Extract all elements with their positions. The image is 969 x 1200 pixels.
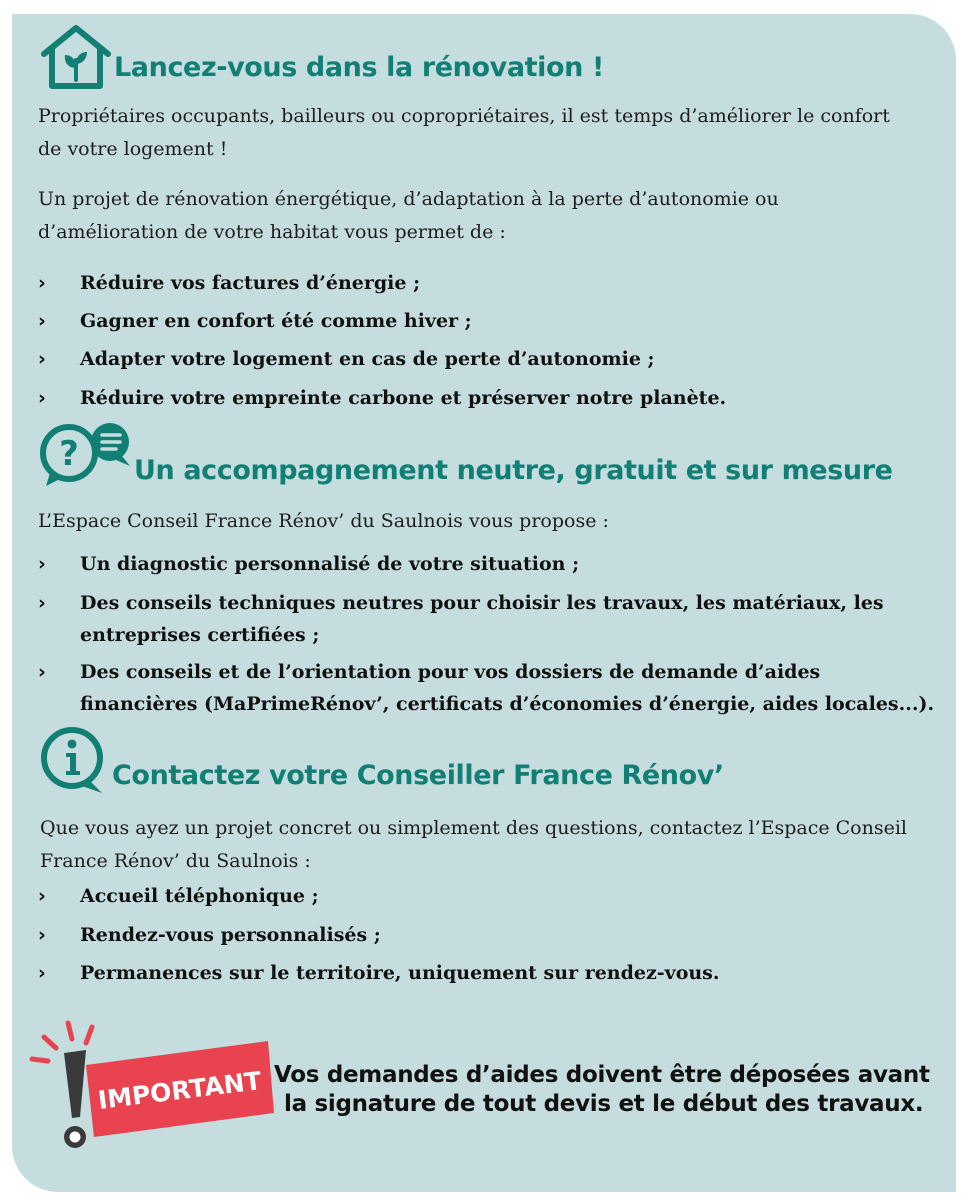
house-plant-icon — [38, 24, 116, 92]
svg-text:IMPORTANT: IMPORTANT — [96, 1066, 264, 1115]
chevron-right-icon: › — [38, 592, 46, 614]
list-item: › Permanences sur le territoire, uniquement sur rendez-vous. — [38, 957, 938, 989]
chevron-right-icon: › — [38, 924, 46, 946]
chevron-right-icon: › — [38, 962, 46, 984]
chevron-right-icon: › — [38, 348, 46, 370]
list-item: › Des conseils techniques neutres pour choisir les travaux, les matériaux, les entreprises certifiées ; — [38, 587, 938, 651]
section-title-contact: Contactez votre Conseiller France Rénov’ — [112, 760, 724, 791]
chevron-right-icon: › — [38, 885, 46, 907]
list-item: › Réduire vos factures d’énergie ; — [38, 267, 938, 299]
info-chat-icon — [38, 725, 108, 797]
list-item: › Rendez-vous personnalisés ; — [38, 919, 938, 951]
list-item: › Des conseils et de l’orientation pour vos dossiers de demande d’aides financières (MaPrimeRénov’, certificats d’économies d’énergie, aides locales...). — [38, 656, 938, 720]
question-chat-icon — [38, 418, 133, 490]
benefits-paragraph: Un projet de rénovation énergétique, d’adaptation à la perte d’autonomie ou d’amélioration de votre habitat vous permet de : — [38, 188, 779, 243]
section-title-renovation: Lancez-vous dans la rénovation ! — [114, 52, 604, 83]
chevron-right-icon: › — [38, 661, 46, 683]
list-item: › Accueil téléphonique ; — [38, 880, 938, 912]
services-intro: L’Espace Conseil France Rénov’ du Saulnois vous propose : — [38, 510, 609, 532]
list-item: › Réduire votre empreinte carbone et préserver notre planète. — [38, 382, 938, 414]
chevron-right-icon: › — [38, 310, 46, 332]
important-message: Vos demandes d’aides doivent être déposées avant la signature de tout devis et le début des travaux. — [274, 1062, 930, 1117]
contact-paragraph: Que vous ayez un projet concret ou simplement des questions, contactez l’Espace Conseil France Rénov’ du Saulnois : — [40, 817, 908, 872]
important-badge — [28, 1015, 278, 1160]
intro-paragraph: Propriétaires occupants, bailleurs ou copropriétaires, il est temps d’améliorer le confort de votre logement ! — [38, 105, 890, 160]
svg-text:?: ? — [59, 434, 79, 474]
section-title-accompagnement: Un accompagnement neutre, gratuit et sur mesure — [134, 455, 893, 486]
chevron-right-icon: › — [38, 553, 46, 575]
chevron-right-icon: › — [38, 272, 46, 294]
chevron-right-icon: › — [38, 387, 46, 409]
list-item: › Gagner en confort été comme hiver ; — [38, 305, 938, 337]
list-item: › Un diagnostic personnalisé de votre situation ; — [38, 548, 938, 580]
list-item: › Adapter votre logement en cas de perte d’autonomie ; — [38, 343, 938, 375]
